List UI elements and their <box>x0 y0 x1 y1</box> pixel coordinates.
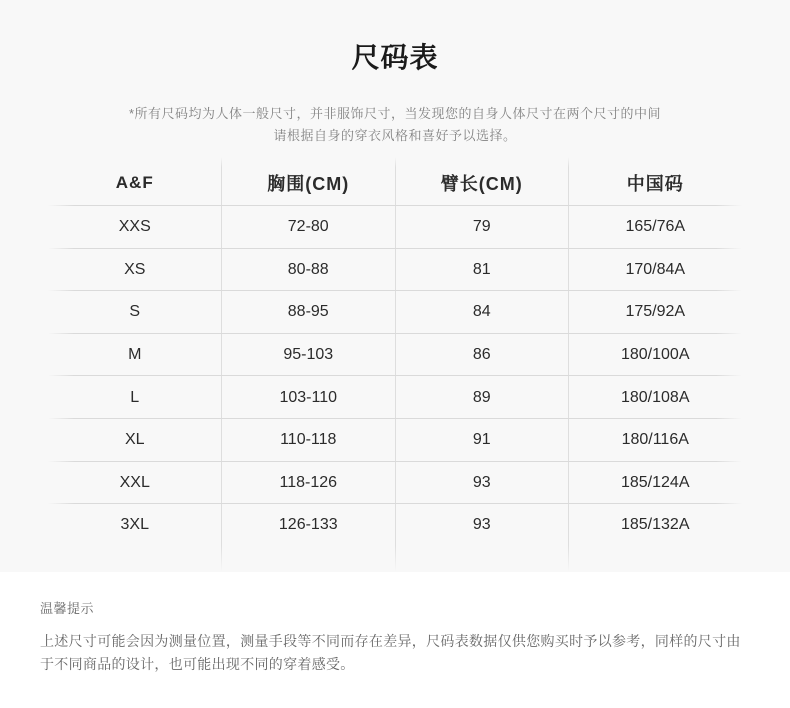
tips-section <box>0 572 790 708</box>
cell-china-size: 180/100A <box>620 346 690 364</box>
table-row <box>48 376 742 419</box>
cell-china-size: 180/116A <box>621 431 689 449</box>
cell-brand-size: L <box>130 388 140 406</box>
cell-arm-length: 84 <box>472 303 491 321</box>
cell-arm-length: 93 <box>472 473 491 491</box>
cell-chest: 110-118 <box>280 431 337 449</box>
tips-body: 上述尺寸可能会因为测量位置，测量手段等不同而存在差异，尺码表数据仅供您购买时予以参考，同样的尺寸由于不同商品的设计，也可能出现不同的穿着感受。 <box>40 633 741 672</box>
cell-chest: 88-95 <box>287 303 329 321</box>
size-table <box>48 160 742 547</box>
table-body <box>48 206 742 547</box>
table-row <box>48 249 742 292</box>
cell-brand-size: 3XL <box>120 516 149 534</box>
cell-chest: 118-126 <box>279 473 338 491</box>
cell-chest: 126-133 <box>278 516 338 534</box>
size-note-line1: *所有尺码均为人体一般尺寸，并非服饰尺寸，当发现您的自身人体尺寸在两个尺寸的中间 <box>128 106 662 121</box>
cell-china-size: 170/84A <box>625 260 686 278</box>
cell-brand-size: M <box>128 346 142 364</box>
cell-chest: 72-80 <box>287 218 329 236</box>
cell-chest: 103-110 <box>279 388 338 406</box>
cell-china-size: 175/92A <box>625 303 686 321</box>
table-row <box>48 419 742 462</box>
table-row <box>48 462 742 505</box>
column-header-brand-size: A&F <box>115 173 154 192</box>
cell-arm-length: 89 <box>472 388 491 406</box>
cell-china-size: 180/108A <box>620 388 690 406</box>
page-title: 尺码表 <box>351 42 439 73</box>
cell-chest: 95-103 <box>283 346 334 364</box>
cell-brand-size: XS <box>124 260 146 278</box>
column-header-chest: 胸围(CM) <box>267 174 350 194</box>
cell-china-size: 185/124A <box>620 473 690 491</box>
table-header-row <box>48 160 742 206</box>
table-row <box>48 504 742 547</box>
tips-title: 温馨提示 <box>40 601 95 616</box>
cell-chest: 80-88 <box>287 260 329 278</box>
cell-arm-length: 86 <box>472 346 491 364</box>
cell-brand-size: XXS <box>118 218 151 236</box>
table-row <box>48 334 742 377</box>
cell-brand-size: XL <box>124 431 145 449</box>
size-note-line2: 请根据自身的穿衣风格和喜好予以选择。 <box>273 128 517 143</box>
cell-china-size: 185/132A <box>620 516 690 534</box>
cell-china-size: 165/76A <box>625 218 686 236</box>
column-header-china-size: 中国码 <box>626 174 684 194</box>
cell-arm-length: 81 <box>472 260 491 278</box>
size-note <box>0 103 790 147</box>
table-row <box>48 291 742 334</box>
table-row <box>48 206 742 249</box>
cell-arm-length: 91 <box>472 431 491 449</box>
cell-arm-length: 93 <box>472 516 491 534</box>
cell-brand-size: XXL <box>119 473 150 491</box>
cell-arm-length: 79 <box>472 218 491 236</box>
cell-brand-size: S <box>129 303 141 321</box>
column-header-arm-length: 臂长(CM) <box>440 174 523 194</box>
